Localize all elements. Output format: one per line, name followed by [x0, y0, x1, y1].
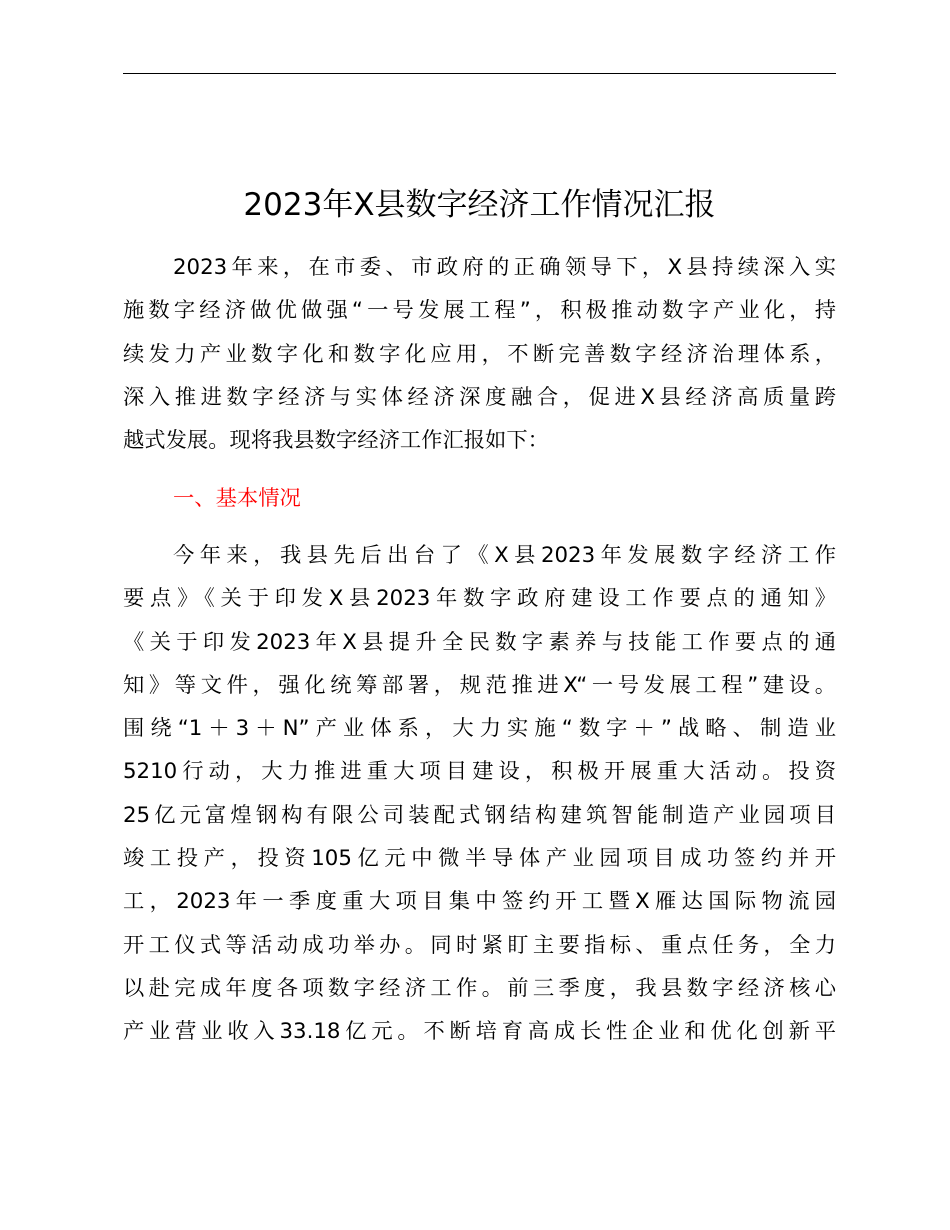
body-line: 《关于印发2023年X县提升全民数字素养与技能工作要点的通	[123, 629, 836, 655]
body-line: 要点》《关于印发X县2023年数字政府建设工作要点的通知》	[123, 586, 836, 612]
document-title: 2023年X县数字经济工作情况汇报	[243, 187, 716, 223]
body-line: 工，2023年一季度重大项目集中签约开工暨X雁达国际物流园	[123, 889, 836, 915]
body-line: 知》等文件，强化统筹部署，规范推进X“一号发展工程”建设。	[123, 672, 836, 698]
intro-paragraph	[123, 246, 836, 462]
intro-line: 2023年来，在市委、市政府的正确领导下，X县持续深入实	[173, 255, 836, 280]
body-line: 以赴完成年度各项数字经济工作。前三季度，我县数字经济核心	[123, 975, 836, 1001]
body-line: 围绕“1＋3＋N”产业体系，大力实施“数字＋”战略、制造业	[123, 716, 836, 742]
intro-line: 施数字经济做优做强“一号发展工程”，积极推动数字产业化，持	[123, 298, 836, 324]
body-line: 5210行动，大力推进重大项目建设，积极开展重大活动。投资	[123, 759, 836, 785]
body-line: 今年来，我县先后出台了《X县2023年发展数字经济工作	[173, 543, 836, 568]
body-line: 竣工投产，投资105亿元中微半导体产业园项目成功签约并开	[123, 846, 836, 872]
body-line: 开工仪式等活动成功举办。同时紧盯主要指标、重点任务，全力	[123, 932, 836, 958]
intro-line: 续发力产业数字化和数字化应用，不断完善数字经济治理体系，	[123, 341, 836, 367]
body-line: 25亿元富煌钢构有限公司装配式钢结构建筑智能制造产业园项目	[123, 802, 836, 828]
intro-line: 越式发展。现将我县数字经济工作汇报如下：	[123, 428, 549, 454]
section-heading-basic-situation: 一、基本情况	[173, 486, 301, 511]
body-line: 产业营业收入33.18亿元。不断培育高成长性企业和优化创新平	[123, 1019, 836, 1045]
intro-line: 深入推进数字经济与实体经济深度融合，促进X县经济高质量跨	[123, 384, 836, 410]
header-rule	[123, 73, 836, 74]
basic-situation-paragraph	[123, 534, 836, 1054]
